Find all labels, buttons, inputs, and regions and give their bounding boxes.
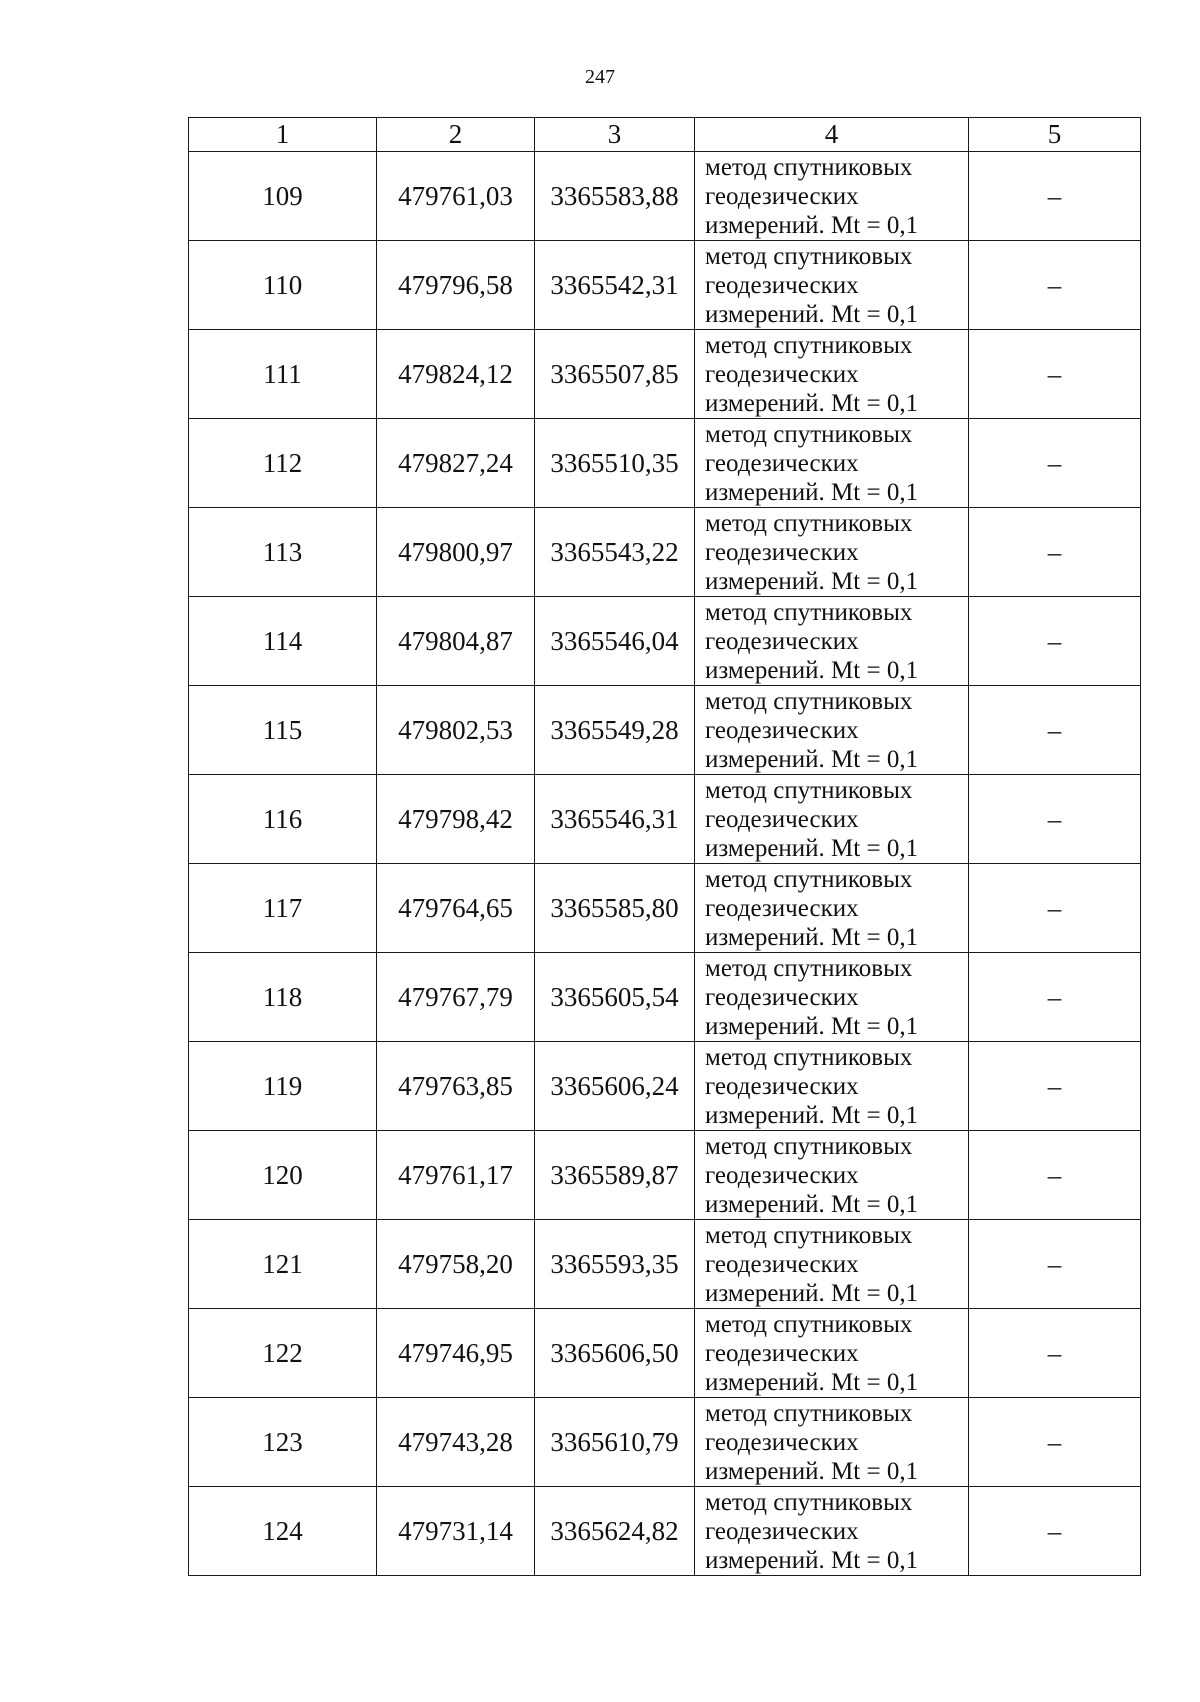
point-number-cell: 113 <box>189 508 377 597</box>
method-line: метод спутниковых <box>705 1043 913 1071</box>
point-number-cell: 122 <box>189 1309 377 1398</box>
note-cell: – <box>969 419 1141 508</box>
method-line: метод спутниковых <box>705 1399 913 1427</box>
x-coordinate-cell: 479758,20 <box>377 1220 535 1309</box>
y-coordinate-cell: 3365624,82 <box>535 1487 695 1576</box>
method-line: измерений. Mt = 0,1 <box>705 656 919 684</box>
method-line: метод спутниковых <box>705 242 913 270</box>
point-number-cell: 121 <box>189 1220 377 1309</box>
x-coordinate-cell: 479731,14 <box>377 1487 535 1576</box>
method-line: геодезических <box>705 805 859 833</box>
x-coordinate-cell: 479764,65 <box>377 864 535 953</box>
table-body <box>189 118 1141 1576</box>
method-line: метод спутниковых <box>705 1310 913 1338</box>
method-line: геодезических <box>705 894 859 922</box>
note-cell: – <box>969 1042 1141 1131</box>
point-number-cell: 124 <box>189 1487 377 1576</box>
point-number-cell: 115 <box>189 686 377 775</box>
method-line: измерений. Mt = 0,1 <box>705 211 919 239</box>
method-line: измерений. Mt = 0,1 <box>705 834 919 862</box>
method-line: метод спутниковых <box>705 954 913 982</box>
note-cell: – <box>969 1398 1141 1487</box>
table-row <box>189 597 1141 686</box>
y-coordinate-cell: 3365549,28 <box>535 686 695 775</box>
table-row <box>189 686 1141 775</box>
table-row <box>189 1220 1141 1309</box>
method-line: геодезических <box>705 1517 859 1545</box>
y-coordinate-cell: 3365583,88 <box>535 152 695 241</box>
method-line: геодезических <box>705 360 859 388</box>
method-line: метод спутниковых <box>705 153 913 181</box>
method-line: метод спутниковых <box>705 865 913 893</box>
method-line: геодезических <box>705 449 859 477</box>
note-cell: – <box>969 152 1141 241</box>
method-line: геодезических <box>705 182 859 210</box>
note-cell: – <box>969 330 1141 419</box>
x-coordinate-cell: 479824,12 <box>377 330 535 419</box>
method-line: измерений. Mt = 0,1 <box>705 300 919 328</box>
x-coordinate-cell: 479798,42 <box>377 775 535 864</box>
method-line: метод спутниковых <box>705 598 913 626</box>
y-coordinate-cell: 3365605,54 <box>535 953 695 1042</box>
point-number-cell: 120 <box>189 1131 377 1220</box>
method-line: измерений. Mt = 0,1 <box>705 1368 919 1396</box>
method-cell <box>695 241 969 330</box>
method-line: метод спутниковых <box>705 1221 913 1249</box>
note-cell: – <box>969 597 1141 686</box>
x-coordinate-cell: 479767,79 <box>377 953 535 1042</box>
method-line: геодезических <box>705 1250 859 1278</box>
point-number-cell: 116 <box>189 775 377 864</box>
method-cell <box>695 1220 969 1309</box>
table-row <box>189 953 1141 1042</box>
method-line: измерений. Mt = 0,1 <box>705 923 919 951</box>
y-coordinate-cell: 3365546,04 <box>535 597 695 686</box>
method-line: метод спутниковых <box>705 331 913 359</box>
method-line: метод спутниковых <box>705 776 913 804</box>
method-line: метод спутниковых <box>705 687 913 715</box>
method-cell <box>695 152 969 241</box>
note-cell: – <box>969 1220 1141 1309</box>
table-row <box>189 419 1141 508</box>
table-row <box>189 864 1141 953</box>
method-line: геодезических <box>705 627 859 655</box>
method-cell <box>695 686 969 775</box>
point-number-cell: 111 <box>189 330 377 419</box>
method-line: метод спутниковых <box>705 1132 913 1160</box>
method-line: измерений. Mt = 0,1 <box>705 1279 919 1307</box>
y-coordinate-cell: 3365507,85 <box>535 330 695 419</box>
x-coordinate-cell: 479761,17 <box>377 1131 535 1220</box>
y-coordinate-cell: 3365606,50 <box>535 1309 695 1398</box>
table-row <box>189 1309 1141 1398</box>
method-line: измерений. Mt = 0,1 <box>705 1546 919 1574</box>
x-coordinate-cell: 479763,85 <box>377 1042 535 1131</box>
method-cell <box>695 1309 969 1398</box>
table-row <box>189 241 1141 330</box>
method-line: геодезических <box>705 1339 859 1367</box>
method-line: измерений. Mt = 0,1 <box>705 1012 919 1040</box>
table-header-row <box>189 118 1141 152</box>
note-cell: – <box>969 1309 1141 1398</box>
method-line: измерений. Mt = 0,1 <box>705 1190 919 1218</box>
method-cell <box>695 330 969 419</box>
y-coordinate-cell: 3365585,80 <box>535 864 695 953</box>
point-number-cell: 123 <box>189 1398 377 1487</box>
coordinates-table <box>188 117 1141 1576</box>
note-cell: – <box>969 686 1141 775</box>
x-coordinate-cell: 479800,97 <box>377 508 535 597</box>
x-coordinate-cell: 479804,87 <box>377 597 535 686</box>
x-coordinate-cell: 479796,58 <box>377 241 535 330</box>
table-row <box>189 508 1141 597</box>
method-cell <box>695 953 969 1042</box>
page-number: 247 <box>585 66 615 88</box>
x-coordinate-cell: 479743,28 <box>377 1398 535 1487</box>
header-cell-2: 2 <box>377 118 535 152</box>
header-cell-4: 4 <box>695 118 969 152</box>
point-number-cell: 119 <box>189 1042 377 1131</box>
table-row <box>189 1487 1141 1576</box>
note-cell: – <box>969 864 1141 953</box>
method-cell <box>695 864 969 953</box>
method-line: геодезических <box>705 1072 859 1100</box>
method-line: измерений. Mt = 0,1 <box>705 1101 919 1129</box>
method-line: геодезических <box>705 983 859 1011</box>
point-number-cell: 117 <box>189 864 377 953</box>
method-cell <box>695 1042 969 1131</box>
header-cell-1: 1 <box>189 118 377 152</box>
y-coordinate-cell: 3365510,35 <box>535 419 695 508</box>
method-line: геодезических <box>705 271 859 299</box>
note-cell: – <box>969 953 1141 1042</box>
note-cell: – <box>969 1131 1141 1220</box>
method-line: метод спутниковых <box>705 509 913 537</box>
y-coordinate-cell: 3365589,87 <box>535 1131 695 1220</box>
note-cell: – <box>969 1487 1141 1576</box>
y-coordinate-cell: 3365542,31 <box>535 241 695 330</box>
method-cell <box>695 597 969 686</box>
method-line: метод спутниковых <box>705 1488 913 1516</box>
x-coordinate-cell: 479802,53 <box>377 686 535 775</box>
point-number-cell: 112 <box>189 419 377 508</box>
header-cell-5: 5 <box>969 118 1141 152</box>
method-line: измерений. Mt = 0,1 <box>705 478 919 506</box>
method-line: геодезических <box>705 1161 859 1189</box>
point-number-cell: 114 <box>189 597 377 686</box>
x-coordinate-cell: 479746,95 <box>377 1309 535 1398</box>
method-line: измерений. Mt = 0,1 <box>705 567 919 595</box>
point-number-cell: 110 <box>189 241 377 330</box>
y-coordinate-cell: 3365593,35 <box>535 1220 695 1309</box>
y-coordinate-cell: 3365543,22 <box>535 508 695 597</box>
table-row <box>189 330 1141 419</box>
table-row <box>189 775 1141 864</box>
method-line: измерений. Mt = 0,1 <box>705 745 919 773</box>
table-row <box>189 1042 1141 1131</box>
table-row <box>189 1398 1141 1487</box>
method-line: геодезических <box>705 1428 859 1456</box>
header-cell-3: 3 <box>535 118 695 152</box>
note-cell: – <box>969 241 1141 330</box>
method-line: измерений. Mt = 0,1 <box>705 1457 919 1485</box>
method-cell <box>695 1487 969 1576</box>
note-cell: – <box>969 508 1141 597</box>
point-number-cell: 118 <box>189 953 377 1042</box>
method-cell <box>695 1398 969 1487</box>
y-coordinate-cell: 3365610,79 <box>535 1398 695 1487</box>
method-line: геодезических <box>705 538 859 566</box>
x-coordinate-cell: 479827,24 <box>377 419 535 508</box>
method-cell <box>695 419 969 508</box>
method-line: метод спутниковых <box>705 420 913 448</box>
y-coordinate-cell: 3365606,24 <box>535 1042 695 1131</box>
note-cell: – <box>969 775 1141 864</box>
table-row <box>189 1131 1141 1220</box>
method-cell <box>695 508 969 597</box>
method-line: геодезических <box>705 716 859 744</box>
method-line: измерений. Mt = 0,1 <box>705 389 919 417</box>
table-row <box>189 152 1141 241</box>
method-cell <box>695 1131 969 1220</box>
point-number-cell: 109 <box>189 152 377 241</box>
y-coordinate-cell: 3365546,31 <box>535 775 695 864</box>
method-cell <box>695 775 969 864</box>
x-coordinate-cell: 479761,03 <box>377 152 535 241</box>
